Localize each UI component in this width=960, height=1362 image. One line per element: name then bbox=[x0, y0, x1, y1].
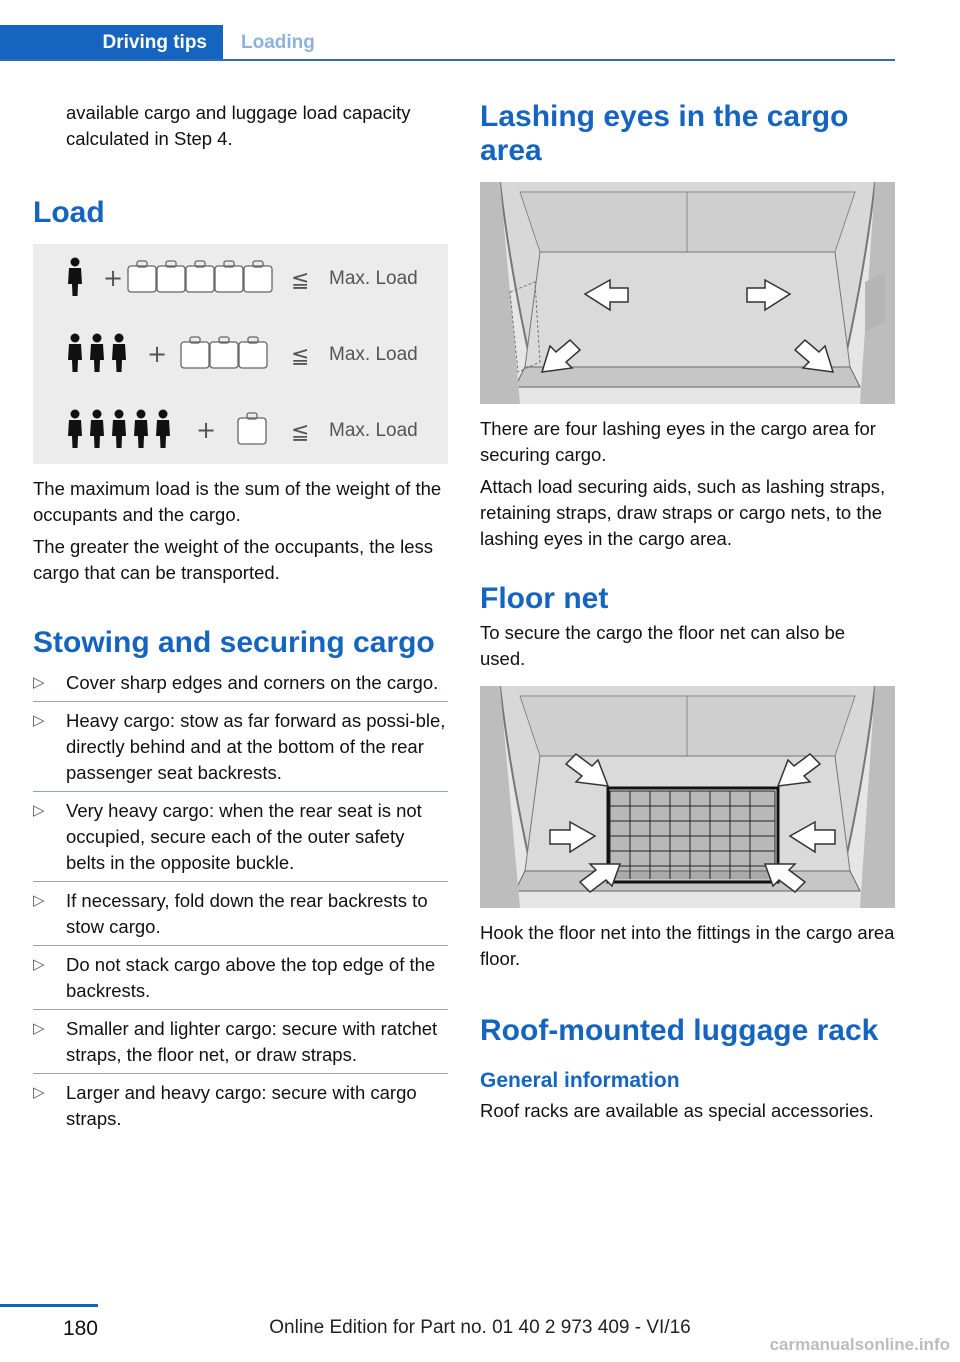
stowing-heading: Stowing and securing cargo bbox=[33, 626, 435, 659]
list-divider bbox=[33, 701, 448, 702]
header-tabbar bbox=[0, 25, 895, 61]
page-number: 180 bbox=[62, 1317, 98, 1340]
watermark: carmanualsonline.info bbox=[769, 1335, 950, 1354]
bullet-triangle-icon: ▷ bbox=[33, 1084, 45, 1101]
svg-text:+: + bbox=[147, 340, 168, 368]
stowing-list bbox=[33, 670, 448, 1132]
list-item: ▷ If necessary, fold down the rear backrests to stow cargo. bbox=[33, 888, 448, 940]
floor-net-paragraph-1: To secure the cargo the floor net can also be used. bbox=[480, 622, 846, 669]
load-row-2 bbox=[68, 334, 418, 373]
bullet-triangle-icon: ▷ bbox=[33, 674, 45, 691]
svg-text:≦: ≦ bbox=[291, 420, 310, 445]
load-diagram bbox=[33, 244, 448, 464]
svg-text:Max. Load: Max. Load bbox=[329, 420, 418, 441]
roof-rack-heading: Roof-mounted luggage rack bbox=[480, 1014, 879, 1047]
footer-accent-line bbox=[0, 1304, 98, 1307]
tab-driving-tips[interactable]: Driving tips bbox=[0, 25, 223, 61]
load-row-1 bbox=[68, 258, 418, 297]
load-paragraph-2: The greater the weight of the occupants, the less cargo that can be transported. bbox=[33, 536, 434, 583]
general-info-paragraph: Roof racks are available as special accessories. bbox=[480, 1100, 874, 1121]
bullet-triangle-icon: ▷ bbox=[33, 1020, 45, 1037]
bullet-triangle-icon: ▷ bbox=[33, 802, 45, 819]
svg-text:Max. Load: Max. Load bbox=[329, 344, 418, 365]
list-divider bbox=[33, 1009, 448, 1010]
svg-text:≦: ≦ bbox=[291, 344, 310, 369]
list-divider bbox=[33, 945, 448, 946]
tab-loading[interactable]: Loading bbox=[241, 32, 315, 53]
plus-sign: + bbox=[103, 264, 124, 292]
floor-net-svg bbox=[480, 686, 895, 908]
svg-text:≦: ≦ bbox=[291, 268, 310, 293]
lashing-heading: Lashing eyes in the cargo area bbox=[480, 100, 849, 167]
bullet-triangle-icon: ▷ bbox=[33, 956, 45, 973]
floor-net-heading: Floor net bbox=[480, 582, 609, 615]
load-row-3 bbox=[68, 410, 418, 449]
floor-net-paragraph-2: Hook the floor net into the fittings in the cargo area floor. bbox=[480, 922, 895, 969]
cargo-area-lashing-image bbox=[480, 182, 895, 404]
cargo-lashing-svg bbox=[480, 182, 895, 404]
load-diagram-svg bbox=[33, 244, 448, 464]
list-item: ▷ Larger and heavy cargo: secure with cargo straps. bbox=[33, 1082, 417, 1129]
list-divider bbox=[33, 791, 448, 792]
list-item: ▷ Do not stack cargo above the top edge of the backrests. bbox=[33, 952, 448, 1004]
footer-edition: Online Edition for Part no. 01 40 2 973 409 - VI/16 bbox=[269, 1317, 691, 1338]
general-info-heading: General information bbox=[480, 1069, 680, 1092]
list-item: ▷ Heavy cargo: stow as far forward as possi‐ble, directly behind and at the bottom of the rear passenger seat backrests. bbox=[33, 708, 448, 786]
svg-text:+: + bbox=[196, 416, 217, 444]
bullet-triangle-icon: ▷ bbox=[33, 892, 45, 909]
load-heading: Load bbox=[33, 196, 105, 229]
header-divider bbox=[0, 59, 895, 61]
list-item: ▷ Very heavy cargo: when the rear seat is not occupied, secure each of the outer safety belts in the opposite buckle. bbox=[33, 798, 448, 876]
bullet-triangle-icon: ▷ bbox=[33, 712, 45, 729]
lashing-paragraph-2: Attach load securing aids, such as lashing straps, retaining straps, draw straps or cargo nets, to the lashing eyes in the cargo area. bbox=[480, 476, 886, 549]
load-paragraph-1: The maximum load is the sum of the weight of the occupants and the cargo. bbox=[33, 478, 442, 525]
list-item: ▷ Cover sharp edges and corners on the cargo. bbox=[33, 670, 448, 696]
intro-paragraph: available cargo and luggage load capacity calculated in Step 4. bbox=[66, 102, 411, 149]
max-load-label: Max. Load bbox=[329, 268, 418, 289]
lashing-paragraph-1: There are four lashing eyes in the cargo area for securing cargo. bbox=[480, 418, 876, 465]
floor-net-image bbox=[480, 686, 895, 908]
right-column bbox=[480, 100, 895, 1134]
list-divider bbox=[33, 1073, 448, 1074]
list-item: ▷ Smaller and lighter cargo: secure with ratchet straps, the floor net, or draw straps. bbox=[33, 1016, 448, 1068]
left-column bbox=[33, 100, 448, 1132]
list-divider bbox=[33, 881, 448, 882]
